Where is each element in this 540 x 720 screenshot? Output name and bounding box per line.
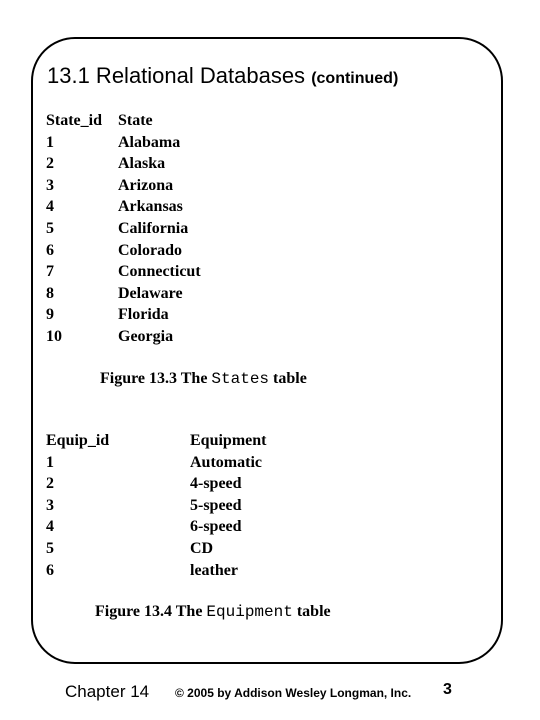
state-name-cell: Alaska [118, 155, 166, 173]
footer-chapter: Chapter 14 [65, 682, 150, 701]
slide-title [47, 61, 398, 94]
footer-page-number: 3 [443, 681, 452, 698]
equip-name-cell: 6-speed [190, 518, 242, 536]
equip-name-cell: 5-speed [190, 496, 242, 514]
state-name-cell: Georgia [118, 327, 174, 345]
state-name-cell: Alabama [118, 133, 181, 151]
state-id-cell: 4 [46, 198, 54, 216]
caption-suffix: table [273, 370, 307, 387]
equip-header-name: Equipment [190, 432, 267, 449]
equip-id-cell: 5 [46, 539, 54, 557]
state-id-cell: 3 [46, 176, 54, 194]
equip-id-cell: 4 [46, 518, 54, 536]
state-name-cell: Arkansas [118, 198, 183, 216]
equip-id-cell: 2 [46, 475, 54, 493]
caption-suffix: table [296, 603, 331, 620]
equip-id-cell: 3 [46, 496, 54, 514]
caption-prefix: Figure 13.4 The [95, 603, 203, 620]
state-id-cell: 6 [46, 241, 54, 259]
equip-name-cell: 4-speed [190, 475, 242, 493]
caption-code: States [211, 370, 270, 388]
footer-copyright: © 2005 by Addison Wesley Longman, Inc. [175, 686, 412, 700]
state-name-cell: California [118, 219, 189, 237]
state-id-cell: 1 [46, 133, 54, 151]
state-name-cell: Delaware [118, 284, 183, 302]
equip-name-cell: CD [190, 539, 214, 557]
equip-header-id: Equip_id [46, 432, 110, 449]
caption-prefix: Figure 13.3 The [100, 370, 208, 387]
states-table-caption [100, 368, 307, 390]
equip-id-cell: 6 [46, 561, 54, 579]
state-id-cell: 7 [46, 263, 54, 281]
caption-code: Equipment [206, 603, 293, 621]
state-name-cell: Florida [118, 306, 169, 324]
equipment-table-caption [95, 601, 331, 623]
state-name-cell: Connecticut [118, 263, 201, 281]
states-header-id: State_id [46, 112, 102, 129]
state-name-cell: Arizona [118, 176, 174, 194]
state-id-cell: 8 [46, 284, 54, 302]
states-header-name: State [118, 112, 153, 129]
state-id-cell: 5 [46, 219, 54, 237]
state-id-cell: 9 [46, 306, 54, 324]
state-name-cell: Colorado [118, 241, 182, 259]
equip-name-cell: Automatic [190, 453, 262, 471]
equip-id-cell: 1 [46, 453, 54, 471]
slide-title-sub: (continued) [311, 70, 399, 87]
state-id-cell: 10 [46, 327, 62, 345]
equip-name-cell: leather [190, 561, 238, 579]
state-id-cell: 2 [46, 155, 54, 173]
slide-title-main: 13.1 Relational Databases [47, 63, 306, 88]
